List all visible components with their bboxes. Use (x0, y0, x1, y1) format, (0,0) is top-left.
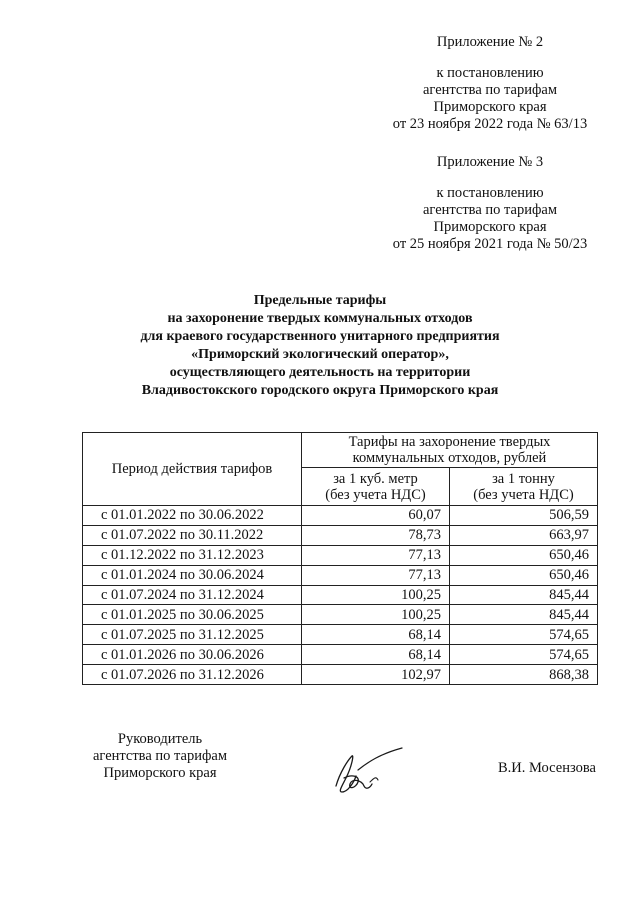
signer-position-line: Руководитель (117, 731, 203, 747)
title-line: «Приморский экологический оператор», (191, 347, 449, 362)
col1-header-line: (без учета НДС) (325, 486, 426, 503)
title-line: Владивостокского городского округа Приморского края (141, 383, 499, 398)
period-cell: с 01.01.2026 по 30.06.2026 (83, 645, 302, 665)
table-row (83, 625, 598, 645)
col2-header-line: (без учета НДС) (473, 486, 574, 503)
per-ton-cell: 506,59 (450, 506, 598, 526)
table-row (83, 665, 598, 685)
appendix-1-line: Приморского края (433, 99, 547, 115)
tariff-group-header (302, 433, 598, 468)
appendix-2-line: агентства по тарифам (423, 202, 557, 218)
title-line: осуществляющего деятельность на территории (169, 365, 471, 380)
per-ton-cell: 574,65 (450, 645, 598, 665)
appendix-2-line: от 25 ноября 2021 года № 50/23 (392, 236, 588, 252)
period-cell: с 01.01.2024 по 30.06.2024 (83, 565, 302, 585)
per-ton-column-header (450, 468, 598, 506)
signer-position-line: Приморского края (103, 765, 217, 781)
title-line: на захоронение твердых коммунальных отходов (167, 311, 473, 326)
per-m3-cell: 68,14 (302, 625, 450, 645)
signer-name: В.И. Мосензова (498, 760, 596, 776)
period-cell: с 01.07.2026 по 31.12.2026 (83, 665, 302, 685)
per-ton-cell: 845,44 (450, 585, 598, 605)
appendix-2-heading: Приложение № 3 (436, 154, 544, 170)
table-row (83, 506, 598, 526)
table-row (83, 545, 598, 565)
per-ton-cell: 650,46 (450, 545, 598, 565)
col1-header-line: за 1 куб. метр (333, 470, 418, 487)
tariff-table (82, 432, 598, 685)
period-cell: с 01.01.2025 по 30.06.2025 (83, 605, 302, 625)
table-row (83, 565, 598, 585)
appendix-1-line: агентства по тарифам (423, 82, 557, 98)
handwritten-signature (318, 742, 418, 806)
table-row (83, 525, 598, 545)
signer-position (80, 731, 240, 782)
per-m3-cell: 68,14 (302, 645, 450, 665)
per-ton-cell: 663,97 (450, 525, 598, 545)
period-cell: с 01.07.2024 по 31.12.2024 (83, 585, 302, 605)
per-m3-cell: 77,13 (302, 565, 450, 585)
appendix-1-line: от 23 ноября 2022 года № 63/13 (392, 116, 588, 132)
appendix-2-line: Приморского края (433, 219, 547, 235)
per-m3-cell: 78,73 (302, 525, 450, 545)
per-m3-cell: 77,13 (302, 545, 450, 565)
table-row (83, 585, 598, 605)
col2-header-line: за 1 тонну (492, 470, 555, 487)
appendix-2-line: к постановлению (436, 185, 544, 201)
period-cell: с 01.07.2022 по 30.11.2022 (83, 525, 302, 545)
appendix-block-2 (380, 154, 600, 253)
table-row (83, 645, 598, 665)
per-m3-cell: 60,07 (302, 506, 450, 526)
per-m3-cell: 102,97 (302, 665, 450, 685)
period-cell: с 01.01.2022 по 30.06.2022 (83, 506, 302, 526)
period-column-header (83, 433, 302, 506)
appendix-block-1 (380, 34, 600, 133)
per-m3-cell: 100,25 (302, 605, 450, 625)
group-header-line: коммунальных отходов, рублей (352, 450, 547, 466)
title-line: Предельные тарифы (253, 293, 387, 308)
group-header-line: Тарифы на захоронение твердых (348, 434, 551, 450)
table-row (83, 605, 598, 625)
period-cell: с 01.07.2025 по 31.12.2025 (83, 625, 302, 645)
per-ton-cell: 650,46 (450, 565, 598, 585)
appendix-1-line: к постановлению (436, 65, 544, 81)
per-ton-cell: 574,65 (450, 625, 598, 645)
per-m3-cell: 100,25 (302, 585, 450, 605)
per-ton-cell: 868,38 (450, 665, 598, 685)
per-ton-cell: 845,44 (450, 605, 598, 625)
period-header-label: Период действия тарифов (111, 460, 273, 477)
per-m3-column-header (302, 468, 450, 506)
appendix-1-heading: Приложение № 2 (436, 34, 544, 50)
document-title (0, 292, 640, 400)
period-cell: с 01.12.2022 по 31.12.2023 (83, 545, 302, 565)
title-line: для краевого государственного унитарного предприятия (140, 329, 500, 344)
signer-position-line: агентства по тарифам (93, 748, 227, 764)
